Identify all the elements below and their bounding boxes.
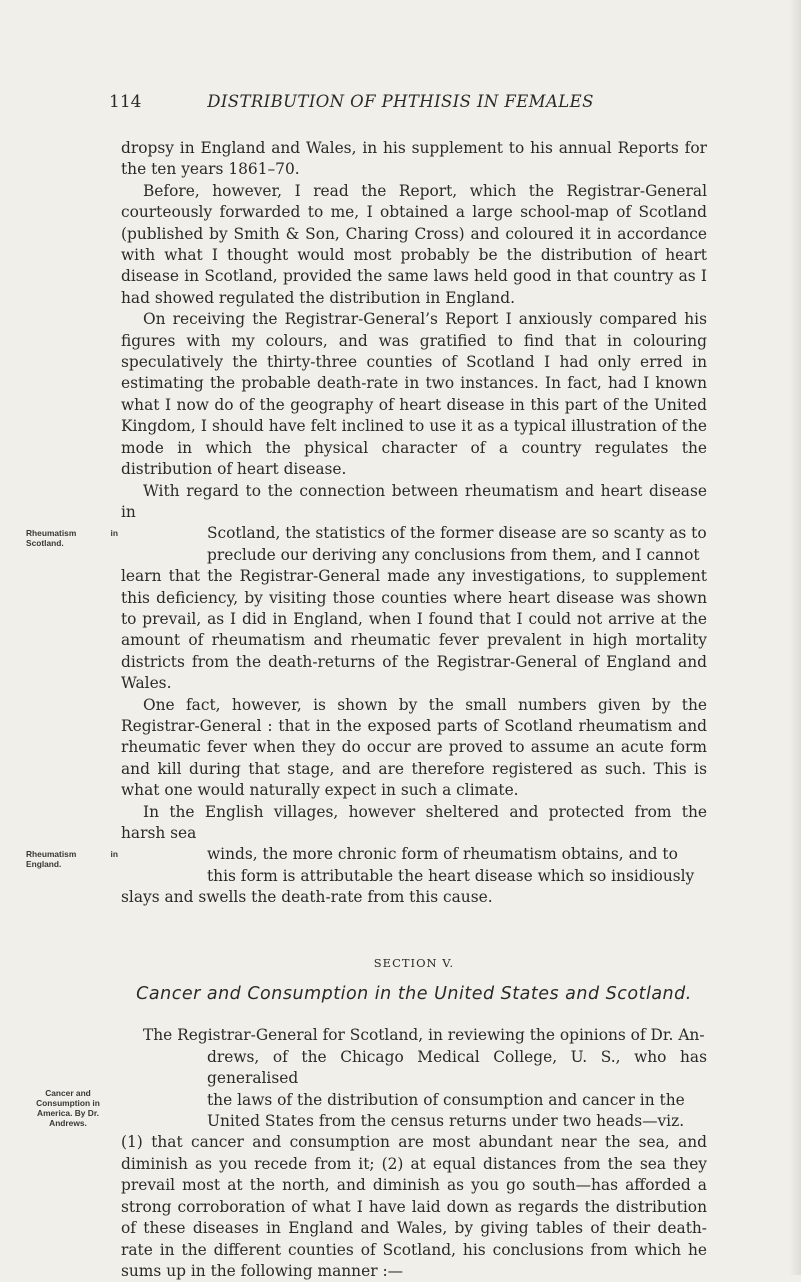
paragraph-line: (1) that cancer and consumption are most abundant near the sea, and diminish as you recede from it; (2) at equal distances from the sea they prevail most at the north, and diminish as you go south—has afforded a strong corroboration of what I have laid down as regards the distribution of these diseases in England and Wales, by giving tables of their death-rate in the different counties of Scotland, his conclusions from which he sums up in the following manner :— — [121, 1133, 707, 1280]
paragraph-line: The Registrar-General for Scotland, in reviewing the opinions of Dr. An- — [143, 1026, 705, 1045]
paragraph-with-side-note — [26, 481, 707, 695]
side-note: Cancer and Consumption in America. By Dr. Andrews. — [36, 1087, 100, 1128]
section-label: SECTION V. — [373, 955, 455, 970]
paragraph: Before, however, I read the Report, which the Registrar-General courteously forwarded to me, I obtained a large school-map of Scotland (published by Smith & Son, Charing Cross) and coloured it in accordance with what I thought would most probably be the distribution of heart disease in Scotland, provided the same laws held good in that country as I had showed regulated the distribution in England. — [121, 181, 707, 307]
paragraph-line: drews, of the Chicago Medical College, U. S., who has generalised — [207, 1047, 707, 1088]
page-body — [26, 138, 707, 1282]
paragraph-line: winds, the more chronic form of rheumatism obtains, and to — [207, 845, 678, 864]
paragraph-with-side-note — [36, 1025, 707, 1282]
paragraph-line: this form is attributable the heart disease which so insidiously — [207, 866, 695, 885]
paragraph-line: the laws of the distribution of consumption and cancer in the — [207, 1090, 685, 1109]
page-edge-shadow — [789, 0, 801, 1275]
side-note: Rheumatism in Scotland. — [26, 527, 118, 548]
paragraph: On receiving the Registrar-General’s Report I anxiously compared his figures with my colours, and was gratified to find that in colouring speculatively the thirty-three counties of Scotland I had only erred in estimating the probable death-rate in two instances. In fact, had I known what I now do of the geography of heart disease in this part of the United Kingdom, I should have felt inclined to use it as a typical illustration of the mode in which the physical character of a country regulates the distribution of heart disease. — [121, 310, 707, 479]
paragraph-line: learn that the Registrar-General made any investigations, to supplement this deficiency, by visiting those counties where heart disease was shown to prevail, as I did in England, when I found that I could not arrive at the amount of rheumatism and rheumatic fever prevalent in high mortality districts from the death-returns of the Registrar-General of England and Wales. — [121, 567, 707, 693]
paragraph-line: Scotland, the statistics of the former disease are so scanty as to — [207, 524, 707, 543]
paragraph-line: United States from the census returns under two heads—viz. — [207, 1112, 685, 1131]
page-header — [0, 92, 801, 120]
paragraph-line: In the English villages, however sheltered and protected from the harsh sea — [121, 802, 707, 842]
paragraph-line: preclude our deriving any conclusions from them, and I cannot — [207, 545, 700, 564]
side-note: Rheumatism in England. — [26, 848, 118, 869]
paragraph: One fact, however, is shown by the small numbers given by the Registrar-General : that in the exposed parts of Scotland rheumatism and rheumatic fever when they do occur are proved to assume an acute form and kill during that stage, and are therefore registered as such. This is what one would naturally expect in such a climate. — [121, 695, 707, 800]
paragraph: dropsy in England and Wales, in his supplement to his annual Reports for the ten years 1861–70. — [121, 139, 707, 179]
running-title: DISTRIBUTION OF PHTHISIS IN FEMALES — [207, 92, 594, 111]
paragraph-line: slays and swells the death-rate from this cause. — [121, 888, 493, 907]
page-number: 114 — [109, 92, 142, 112]
paragraph-line: With regard to the connection between rheumatism and heart disease in — [121, 481, 707, 521]
paragraph-with-side-note — [26, 802, 707, 909]
section-title: Cancer and Consumption in the United States and Scotland. — [136, 984, 692, 1005]
